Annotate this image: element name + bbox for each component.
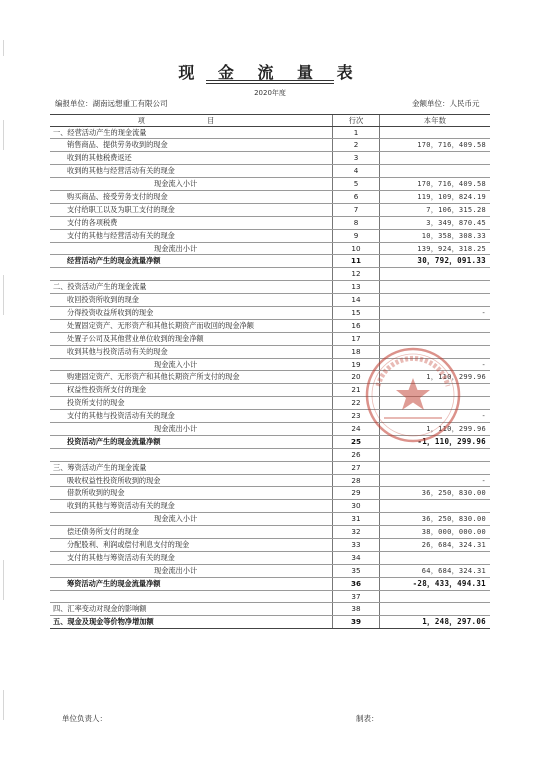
row-amount: 1，110，299.96 (426, 373, 486, 382)
scan-edge-mark (3, 275, 4, 315)
row-line-no: 5 (332, 178, 380, 190)
row-amount (380, 603, 490, 615)
table-row (50, 294, 490, 307)
table-row (50, 500, 490, 513)
row-item-label: 收到的其他税费返还 (67, 153, 132, 163)
row-line-no: 25 (332, 436, 380, 448)
row-line-no: 9 (332, 230, 380, 242)
row-line-no: 7 (332, 204, 380, 216)
row-amount: 119，109，824.19 (417, 192, 486, 201)
table-row (50, 255, 490, 268)
row-item-label: 收回投资所收到的现金 (67, 295, 139, 305)
header-amount: 本年数 (423, 116, 447, 125)
preparer-signature-label: 制表： (356, 714, 379, 723)
row-amount (380, 591, 490, 603)
row-item-label: 处置子公司及其他营业单位收到的现金净额 (67, 333, 204, 343)
table-row (50, 268, 490, 281)
currency-unit: 金额单位：人民币元 (412, 99, 480, 108)
row-amount: 7，106，315.28 (426, 205, 486, 214)
row-amount: 36，250，830.00 (421, 515, 486, 524)
row-amount: 170，716，409.58 (417, 141, 486, 150)
table-row (50, 487, 490, 500)
reporting-entity: 编报单位：湖南远想重工有限公司 (55, 99, 168, 108)
row-line-no: 29 (332, 487, 380, 499)
row-item-label: 收到的其他与经营活动有关的现金 (67, 166, 175, 176)
row-item-label: 偿还债务所支付的现金 (67, 527, 139, 537)
table-row (50, 139, 490, 152)
row-item-label: 销售商品、提供劳务收到的现金 (67, 140, 168, 150)
row-line-no: 27 (332, 462, 380, 474)
row-line-no: 13 (332, 281, 380, 293)
row-line-no: 6 (332, 191, 380, 203)
table-row (50, 320, 490, 333)
table-row (50, 539, 490, 552)
row-line-no: 4 (332, 165, 380, 177)
row-line-no: 24 (332, 423, 380, 435)
row-item-label: 购建固定资产、无形资产和其他长期资产所支付的现金 (67, 372, 240, 382)
table-row (50, 243, 490, 256)
row-item-label: 吸收权益性投资所收到的现金 (67, 475, 161, 485)
row-item-label: 支付的其他与投资活动有关的现金 (67, 411, 175, 421)
row-item-label: 购买商品、接受劳务支付的现金 (67, 191, 168, 201)
table-row (50, 591, 490, 604)
row-line-no: 28 (332, 475, 380, 487)
row-line-no: 34 (332, 552, 380, 564)
row-amount (380, 449, 490, 461)
row-line-no: 33 (332, 539, 380, 551)
table-row (50, 307, 490, 320)
row-item-label (50, 591, 335, 603)
row-line-no: 1 (332, 127, 380, 139)
row-line-no: 23 (332, 410, 380, 422)
row-item-label: 现金流出小计 (154, 565, 198, 575)
row-amount: 26，684，324.31 (421, 541, 486, 549)
table-row (50, 462, 490, 475)
row-amount (380, 294, 490, 306)
row-amount (380, 165, 490, 177)
row-line-no: 19 (332, 359, 380, 371)
row-line-no: 14 (332, 294, 380, 306)
row-amount: 170，716，409.58 (417, 180, 486, 189)
row-amount: 1，110，299.96 (426, 424, 486, 433)
header-line-no: 行次 (332, 115, 380, 126)
row-line-no: 31 (332, 513, 380, 525)
row-item-label: 支付的其他与筹资活动有关的现金 (67, 552, 175, 562)
row-item-label: 投资所支付的现金 (67, 398, 125, 408)
unit-head-signature-label: 单位负责人： (62, 714, 107, 723)
row-amount (380, 281, 490, 293)
row-item-label (50, 449, 335, 461)
row-item-label: 收到其他与投资活动有关的现金 (67, 346, 168, 356)
row-item-label: 现金流出小计 (154, 243, 198, 253)
row-item-label: 现金流出小计 (154, 423, 198, 433)
table-row (50, 449, 490, 462)
row-amount (380, 152, 490, 164)
row-item-label: 四、汇率变动对现金的影响额 (53, 604, 147, 614)
row-amount: -28，433，494.31 (412, 578, 486, 588)
row-amount: 139，924，318.25 (417, 244, 486, 253)
table-row (50, 152, 490, 165)
row-line-no: 36 (332, 578, 380, 590)
table-row (50, 526, 490, 539)
row-line-no: 26 (332, 449, 380, 461)
row-line-no: 18 (332, 346, 380, 358)
table-row (50, 204, 490, 217)
table-row (50, 603, 490, 616)
row-line-no: 3 (332, 152, 380, 164)
row-amount (380, 462, 490, 474)
table-row (50, 578, 490, 591)
row-line-no: 10 (332, 243, 380, 255)
table-header-row (50, 114, 490, 127)
row-amount: - (481, 308, 486, 317)
row-item-label: 二、投资活动产生的现金流量 (53, 282, 147, 292)
table-row (50, 552, 490, 565)
row-line-no: 21 (332, 384, 380, 396)
row-item-label: 经营活动产生的现金流量净额 (67, 256, 161, 266)
row-amount (380, 500, 490, 512)
row-amount: 1，248，297.06 (422, 617, 486, 627)
row-line-no: 11 (332, 255, 380, 267)
title-underline (206, 80, 334, 81)
row-item-label: 现金流入小计 (154, 514, 198, 524)
row-line-no: 16 (332, 320, 380, 332)
table-row (50, 230, 490, 243)
row-amount: 36，250，830.00 (421, 489, 486, 498)
row-amount: 38，000，000.00 (421, 528, 486, 537)
row-item-label: 借款所收到的现金 (67, 488, 125, 498)
row-amount: 30，792，091.33 (417, 256, 486, 266)
row-line-no: 17 (332, 333, 380, 345)
row-amount (380, 268, 490, 280)
table-row (50, 217, 490, 230)
report-period: 2020年度 (254, 89, 286, 97)
scan-edge-mark (3, 690, 4, 720)
scan-edge-mark (3, 120, 4, 150)
row-amount (380, 320, 490, 332)
row-amount: 10，358，308.33 (421, 231, 486, 240)
scan-edge-mark (3, 560, 4, 600)
row-amount: - (481, 476, 486, 485)
row-line-no: 12 (332, 268, 380, 280)
row-line-no: 30 (332, 500, 380, 512)
row-line-no: 37 (332, 591, 380, 603)
row-line-no: 15 (332, 307, 380, 319)
row-item-label: 收到的其他与筹资活动有关的现金 (67, 501, 175, 511)
row-item-label: 投资活动产生的现金流量净额 (67, 436, 161, 446)
row-item-label: 筹资活动产生的现金流量净额 (67, 578, 161, 588)
row-item-label (50, 268, 335, 280)
row-item-label: 分配股利、利润或偿付利息支付的现金 (67, 540, 190, 549)
row-amount: 3，349，870.45 (426, 218, 486, 227)
row-line-no: 22 (332, 397, 380, 409)
company-seal-icon (358, 340, 468, 450)
row-item-label: 支付的其他与经营活动有关的现金 (67, 230, 175, 240)
table-row (50, 178, 490, 191)
row-line-no: 2 (332, 139, 380, 151)
row-item-label: 权益性投资所支付的现金 (67, 385, 147, 395)
table-row (50, 513, 490, 526)
table-row (50, 191, 490, 204)
row-item-label: 现金流入小计 (154, 179, 198, 189)
table-row (50, 565, 490, 578)
row-amount: -1，110，299.96 (417, 436, 486, 446)
row-amount: 64，684，324.31 (421, 566, 486, 575)
row-item-label: 一、经营活动产生的现金流量 (53, 127, 147, 137)
table-row (50, 165, 490, 178)
table-row (50, 616, 490, 629)
row-line-no: 35 (332, 565, 380, 577)
row-item-label: 支付给职工以及为职工支付的现金 (67, 204, 175, 214)
row-amount: - (481, 412, 486, 421)
row-line-no: 38 (332, 603, 380, 615)
row-amount (380, 127, 490, 139)
row-amount (380, 552, 490, 564)
table-row (50, 475, 490, 488)
row-line-no: 8 (332, 217, 380, 229)
table-row (50, 127, 490, 140)
row-line-no: 39 (332, 616, 380, 628)
row-item-label: 支付的各项税费 (67, 217, 118, 227)
document-title: 现 金 流 量 表 (178, 63, 362, 82)
header-item: 项 目 (137, 116, 245, 125)
row-item-label: 分得投资收益所收到的现金 (67, 307, 154, 317)
row-item-label: 五、现金及现金等价物净增加额 (53, 617, 154, 627)
row-item-label: 现金流入小计 (154, 359, 198, 369)
title-underline-double (206, 83, 334, 84)
table-row (50, 281, 490, 294)
scan-edge-mark (3, 40, 4, 56)
row-item-label: 处置固定资产、无形资产和其他长期资产而收回的现金净额 (67, 320, 254, 330)
row-line-no: 32 (332, 526, 380, 538)
row-amount: - (481, 360, 486, 369)
row-item-label: 三、筹资活动产生的现金流量 (53, 462, 147, 472)
row-line-no: 20 (332, 371, 380, 383)
